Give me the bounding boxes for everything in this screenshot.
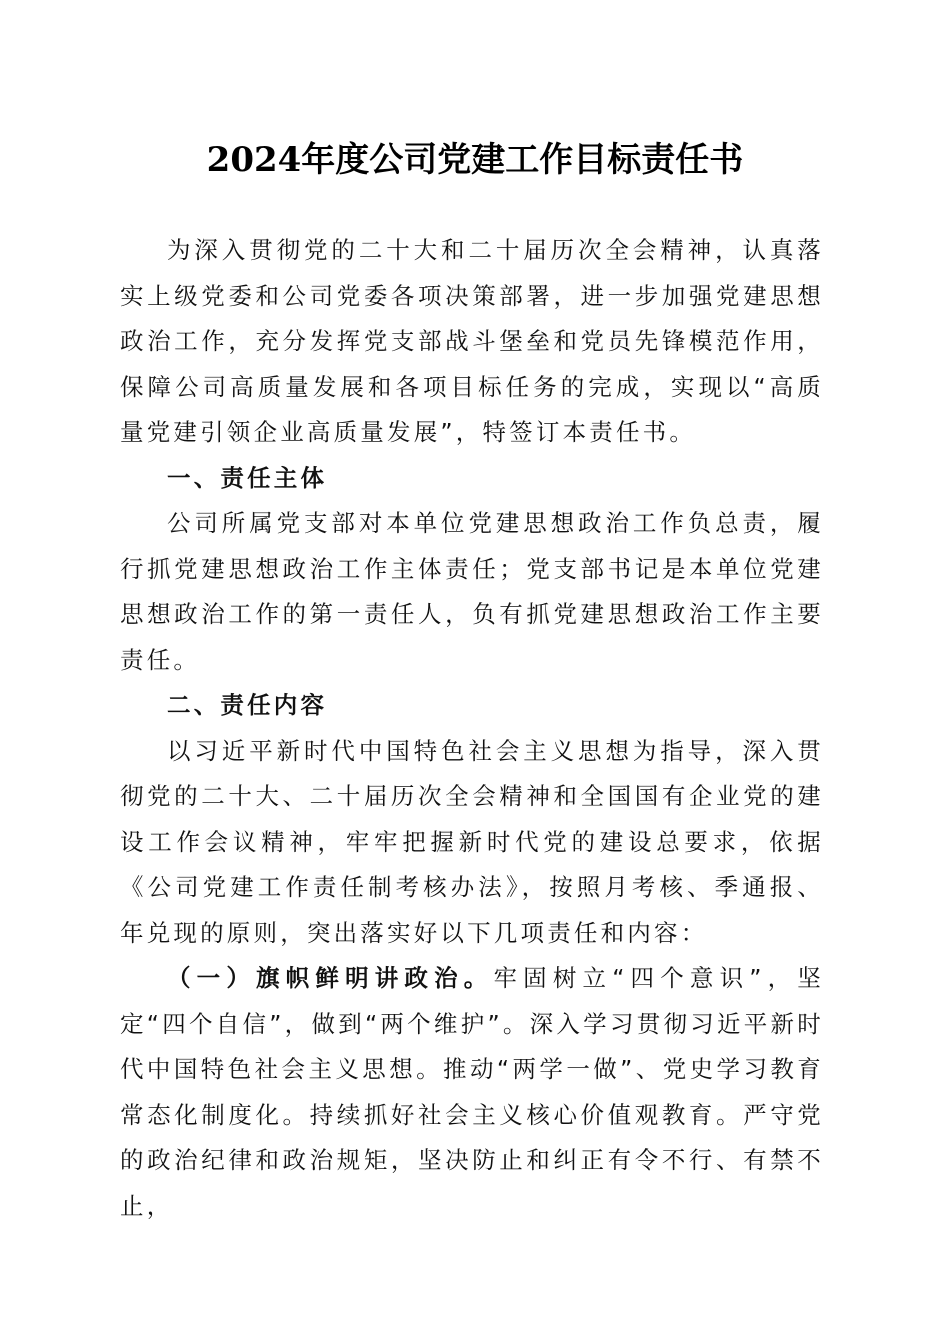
document-title: 2024年度公司党建工作目标责任书 [206,140,744,180]
subsection-paragraph-politics [120,956,824,1229]
document-body [120,228,824,1229]
section-heading-responsibility-content: 二、责任内容 [167,691,328,719]
subsection-text: 牢固树立“四个意识”，坚定“四个自信”，做到“两个维护”。深入学习贯彻习近平新时代中国特色社会主义思想。推动“两学一做”、党史学习教育常态化制度化。持续抓好社会主义核心价值观教育。严守党的政治纪律和政治规矩，坚决防止和纠正有令不行、有禁不止， [120,964,825,1220]
section-paragraph-responsibility-content: 以习近平新时代中国特色社会主义思想为指导，深入贯彻党的二十大、二十届历次全会精神和全国国有企业党的建设工作会议精神，牢牢把握新时代党的建设总要求，依据《公司党建工作责任制考核办法》，按照月考核、季通报、年兑现的原则，突出落实好以下几项责任和内容： [120,736,824,947]
section-paragraph-responsibility-subject: 公司所属党支部对本单位党建思想政治工作负总责，履行抓党建思想政治工作主体责任；党支部书记是本单位党建思想政治工作的第一责任人，负有抓党建思想政治工作主要责任。 [120,509,824,674]
intro-paragraph: 为深入贯彻党的二十大和二十届历次全会精神，认真落实上级党委和公司党委各项决策部署，进一步加强党建思想政治工作，充分发挥党支部战斗堡垒和党员先锋模范作用，保障公司高质量发展和各项目标任务的完成，实现以“高质量党建引领企业高质量发展”，特签订本责任书。 [120,236,824,446]
subsection-lead: （一）旗帜鲜明讲政治。 [167,964,494,992]
section-heading-responsibility-subject: 一、责任主体 [167,463,328,492]
